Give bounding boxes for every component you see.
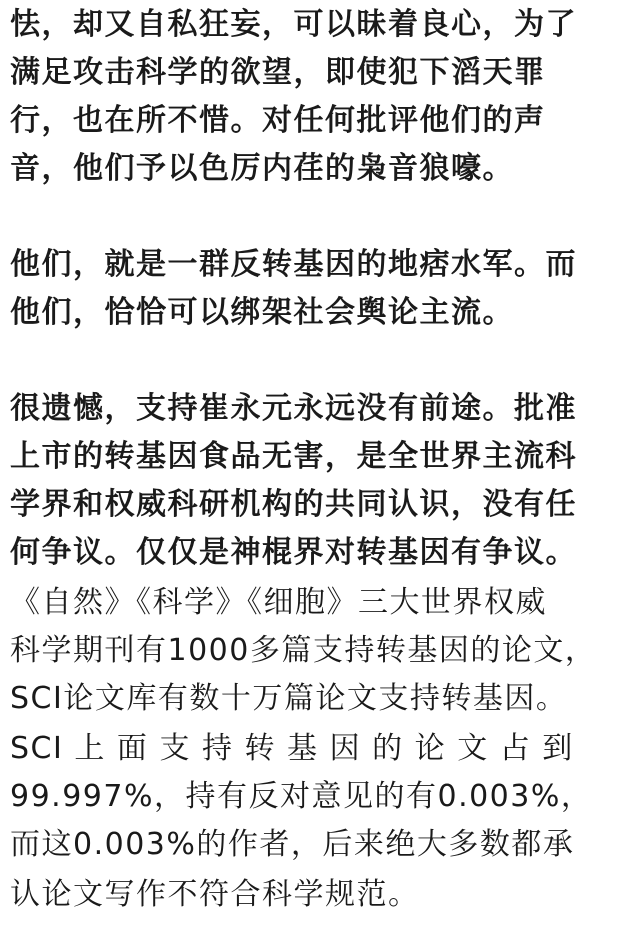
- text-line: 很遗憾，支持崔永元永远没有前途。批准: [10, 391, 577, 426]
- text-line: 科学期刊有1000多篇支持转基因的论文，: [10, 633, 597, 668]
- text-line: 学界和权威科研机构的共同认识，没有任: [10, 487, 577, 522]
- text-line: 何争议。仅仅是神棍界对转基因有争议。: [10, 535, 577, 570]
- text-line: 而这0.003%的作者，后来绝大多数都承: [10, 827, 575, 862]
- text-line: 他们，就是一群反转基因的地痞水军。而: [10, 247, 577, 282]
- text-line: 满足攻击科学的欲望，即使犯下滔天罪: [10, 55, 546, 90]
- text-line: 上市的转基因食品无害，是全世界主流科: [10, 439, 577, 474]
- text-line: 他们，恰恰可以绑架社会舆论主流。: [10, 295, 514, 330]
- text-line: 怯，却又自私狂妄，可以昧着良心，为了: [10, 7, 577, 42]
- text-line: SCI论文库有数十万篇论文支持转基因。: [10, 681, 568, 716]
- text-line: 《自然》《科学》《细胞》三大世界权威: [10, 585, 547, 620]
- text-line: SCI 上 面 支 持 转 基 因 的 论 文 占 到: [10, 731, 574, 766]
- text-line: 认论文写作不符合科学规范。: [10, 877, 420, 912]
- text-line: 行，也在所不惜。对任何批评他们的声: [10, 103, 546, 138]
- text-line: 99.997%，持有反对意见的有0.003%，: [10, 779, 593, 814]
- text-line: 音，他们予以色厉内荏的枭音狼嚎。: [10, 151, 514, 186]
